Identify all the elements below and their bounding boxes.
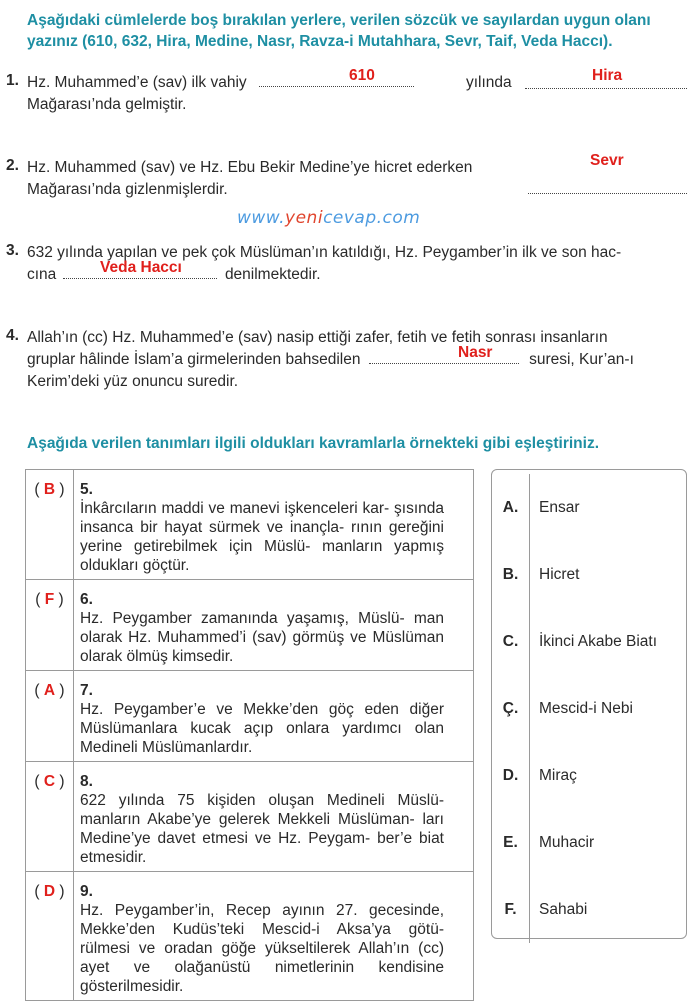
answer-cell[interactable]: ( A )	[26, 671, 74, 762]
question-text: suresi, Kur’an-ı	[529, 351, 634, 368]
concept-letter: D.	[492, 742, 530, 809]
blank-field[interactable]	[259, 72, 414, 87]
answer-610: 610	[349, 67, 375, 84]
watermark-part: cevap	[323, 208, 377, 228]
definition-row	[26, 872, 474, 1001]
concept-letter: B.	[492, 541, 530, 608]
concept-item	[492, 474, 688, 541]
concept-name: Muhacir	[539, 833, 595, 851]
question-number: 3.	[6, 242, 19, 259]
answer-sevr: Sevr	[590, 152, 624, 169]
watermark-part: .com	[376, 208, 421, 228]
concept-letter: C.	[492, 608, 530, 675]
section1-instruction	[27, 10, 687, 52]
definition-cell	[74, 762, 474, 872]
concept-letter: A.	[492, 474, 530, 541]
concept-item	[492, 876, 688, 943]
question-text: cına	[27, 266, 57, 283]
answer-cell[interactable]: ( F )	[26, 580, 74, 671]
answer-cell[interactable]: ( D )	[26, 872, 74, 1001]
concept-letter: E.	[492, 809, 530, 876]
answer-cell[interactable]: ( B )	[26, 470, 74, 580]
blank-field[interactable]	[369, 349, 519, 364]
question-text: Mağarası’nda gelmiştir.	[27, 96, 187, 113]
definition-row	[26, 671, 474, 762]
question-text: Kerim’deki yüz onuncu suredir.	[27, 373, 239, 390]
definition-number: 5.	[80, 481, 93, 498]
definition-number: 9.	[80, 883, 93, 900]
definition-row	[26, 762, 474, 872]
definition-cell	[74, 671, 474, 762]
question-4-line2	[27, 349, 634, 371]
definition-cell	[74, 580, 474, 671]
question-text: 632 yılında yapılan ve pek çok Müslüman’ın katıldığı, Hz. Peygamber’in ilk ve son hac-	[27, 244, 622, 261]
definition-number: 8.	[80, 773, 93, 790]
match-answer: B	[43, 481, 56, 498]
concept-item	[492, 541, 688, 608]
concept-item	[492, 675, 688, 742]
definition-number: 7.	[80, 682, 93, 699]
concept-item	[492, 742, 688, 809]
watermark-logo	[237, 208, 420, 228]
concept-letter: F.	[492, 876, 530, 943]
definition-text: Hz. Peygamber’e ve Mekke’den göç eden diğer Müslümanlara kucak açıp onlara yardımcı olan Medineli Müslümanlardır.	[80, 701, 444, 756]
definition-number: 6.	[80, 591, 93, 608]
concept-item	[492, 608, 688, 675]
question-text: Allah’ın (cc) Hz. Muhammed’e (sav) nasip ettiği zafer, fetih ve fetih sonrası insanların	[27, 329, 608, 346]
answer-hira: Hira	[592, 67, 623, 84]
watermark-part: yeni	[285, 208, 324, 228]
concept-name: Hicret	[539, 565, 580, 583]
question-text: Mağarası’nda gizlenmişlerdir.	[27, 181, 228, 198]
concept-letter: Ç.	[492, 675, 530, 742]
definitions-table	[25, 469, 474, 1001]
watermark-part: www.	[237, 208, 286, 228]
definition-text: 622 yılında 75 kişiden oluşan Medineli Müslü- manların Akabe’ye gelerek Mekkeli Müslüman- ları Medine’ye davet etmesi ve Hz. Peygam- ber’e biat etmesidir.	[80, 792, 444, 866]
answer-veda-hacci: Veda Haccı	[100, 259, 182, 276]
concept-name: İkinci Akabe Biatı	[539, 632, 658, 650]
definition-row	[26, 470, 474, 580]
definition-text: Hz. Peygamber’in, Recep ayının 27. gecesinde, Mekke’den Kudüs’teki Mescid-i Aksa’ya götü- rülmesi ve oradan göğe yükseltilerek Allah’ın (cc) ayet ve olağanüstü nimetlerinin kendisine gösterilmesidir.	[80, 902, 444, 995]
match-answer: D	[43, 883, 56, 900]
question-text: Hz. Muhammed (sav) ve Hz. Ebu Bekir Medine’ye hicret ederken	[27, 159, 473, 176]
concept-name: Miraç	[539, 766, 577, 784]
definition-cell	[74, 872, 474, 1001]
section2-instruction: Aşağıda verilen tanımları ilgili oldukları kavramlarla örnekteki gibi eşleştiriniz.	[27, 435, 599, 452]
definition-row	[26, 580, 474, 671]
match-answer: C	[43, 773, 56, 790]
question-text: denilmektedir.	[224, 266, 321, 283]
section1-instruction-line1: Aşağıdaki cümlelerde boş bırakılan yerlere, verilen sözcük ve sayılardan uygun olanı	[27, 12, 651, 29]
concept-name: Ensar	[539, 498, 580, 516]
concept-item	[492, 809, 688, 876]
definition-cell	[74, 470, 474, 580]
question-text: yılında	[466, 74, 512, 91]
match-answer: A	[43, 682, 56, 699]
concept-name: Sahabi	[539, 900, 588, 918]
concepts-box	[491, 469, 687, 939]
question-number: 4.	[6, 327, 19, 344]
blank-field[interactable]	[528, 179, 687, 194]
definition-text: Hz. Peygamber zamanında yaşamış, Müslü- man olarak Hz. Muhammed’i (sav) görmüş ve Müslüman olarak ölmüş kimsedir.	[80, 610, 444, 665]
match-answer: F	[44, 591, 55, 608]
question-text: Hz. Muhammed’e (sav) ilk vahiy	[27, 74, 247, 91]
definition-text: İnkârcıların maddi ve manevi işkenceleri kar- şısında insanca bir hayat sürmek ve inançla- rının gereğini yerine getirebilmek için Müslü- manların yapmış oldukları göçtür.	[80, 500, 444, 574]
question-number: 1.	[6, 72, 19, 89]
section1-instruction-line2: yazınız (610, 632, Hira, Medine, Nasr, Ravza-i Mutahhara, Sevr, Taif, Veda Haccı).	[27, 33, 613, 50]
question-number: 2.	[6, 157, 19, 174]
answer-cell[interactable]: ( C )	[26, 762, 74, 872]
answer-nasr: Nasr	[458, 344, 493, 361]
concept-name: Mescid-i Nebi	[539, 699, 633, 717]
question-text: gruplar hâlinde İslam’a girmelerinden bahsedilen	[27, 351, 361, 368]
